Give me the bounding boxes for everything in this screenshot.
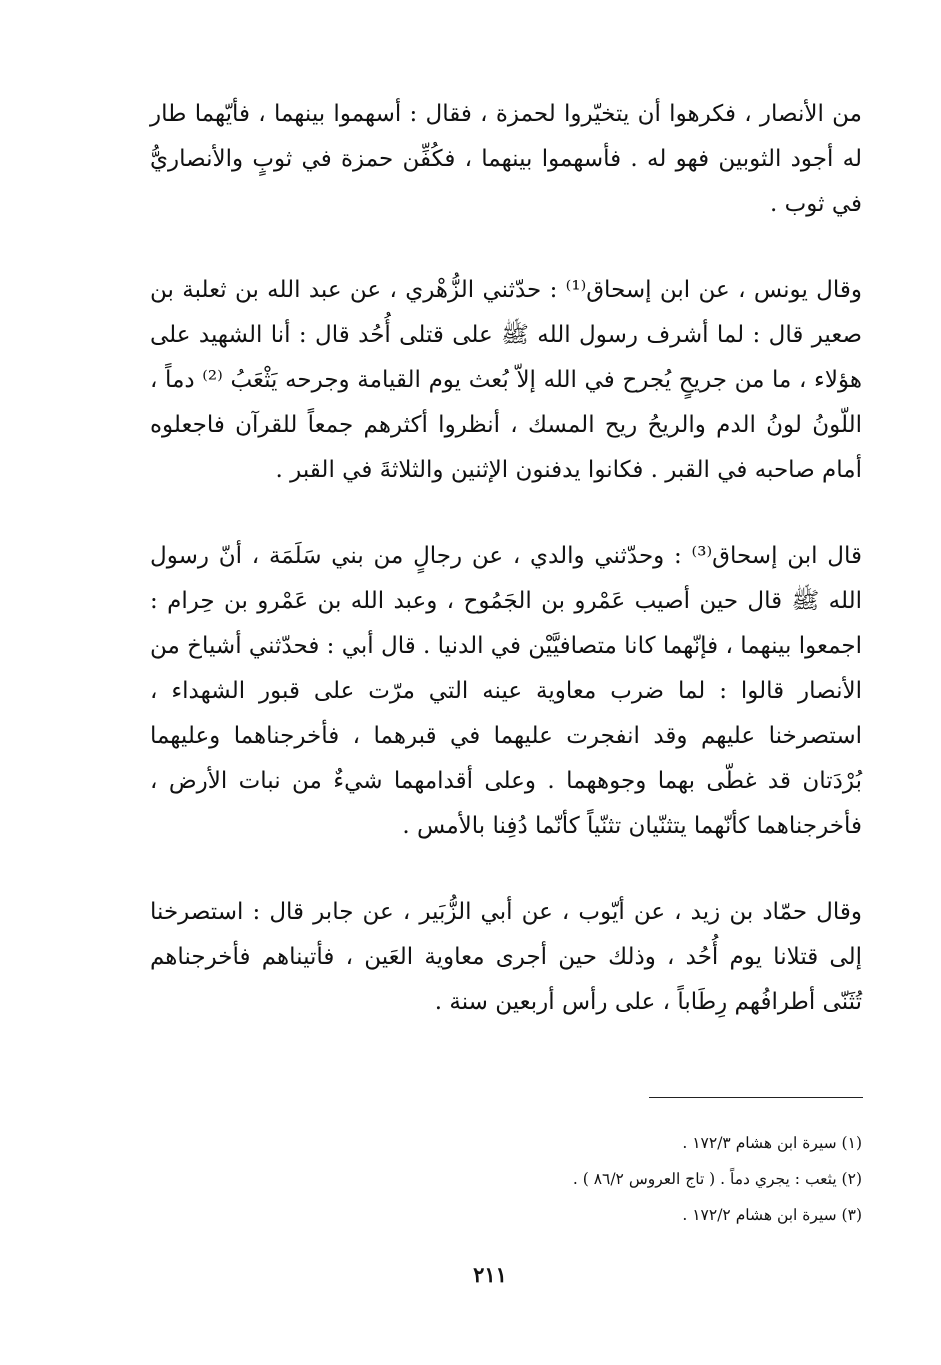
footnotes bbox=[420, 1125, 862, 1233]
paragraph-text: وقال حمّاد بن زيد ، عن أيّوب ، عن أبي الزُّبَير ، عن جابر قال : استصرخنا إلى قتلانا يوم أُحُد ، وذلك حين أجرى معاوية العَين ، فأتيناهم فأخرجناهم تُثَنّى أطرافُهم رِطَاباً ، على رأس أربعين سنة . bbox=[150, 899, 862, 1015]
footnote-2: (٢) يثعب : يجري دماً . ( تاج العروس ٨٦/٢ ) . bbox=[572, 1170, 862, 1188]
paragraph-2 bbox=[150, 268, 862, 493]
footnote-1: (١) سيرة ابن هشام ١٧٢/٣ . bbox=[682, 1134, 862, 1152]
paragraph-4 bbox=[150, 890, 862, 1025]
page-number: ٢١١ bbox=[473, 1262, 507, 1287]
paragraph-3 bbox=[150, 534, 862, 849]
paragraph-text: قال ابن إسحاق⁽³⁾ : وحدّثني والدي ، عن رجالٍ من بني سَلَمَة ، أنّ رسول الله ﷺ قال حين أصيب عَمْرو بن الجَمُوح ، وعبد الله بن عَمْرو بن حِرام : اجمعوا بينهما ، فإنّهما كانا متصافيَّيْن في الدنيا . قال أبي : فحدّثني أشياخ من الأنصار قالوا : لما ضرب معاوية عينه التي مرّت على قبور الشهداء ، استصرخنا عليهم وقد انفجرت عليهما في قبرهما ، فأخرجناهما وعليهما بُرْدَتان قد غطّى بهما وجوههما . وعلى أقدامهما شيءٌ من نبات الأرض ، فأخرجناهما كأنّهما يتثنّيان تثنّياً كأنّما دُفِنا بالأمس . bbox=[150, 543, 862, 839]
paragraph-text: من الأنصار ، فكرهوا أن يتخيّروا لحمزة ، فقال : أسهموا بينهما ، فأيّهما طار له أجود الثوبين فهو له . فأسهموا بينهما ، فكُفِّن حمزة في ثوبٍ والأنصاريُّ في ثوب . bbox=[150, 101, 862, 217]
paragraph-text: وقال يونس ، عن ابن إسحاق⁽¹⁾ : حدّثني الزُّهْري ، عن عبد الله بن ثعلبة بن صعير قال : لما أشرف رسول الله ﷺ على قتلى أُحُد قال : أنا الشهيد على هؤلاء ، ما من جريحٍ يُجرح في الله إلاّ بُعث يوم القيامة وجرحه يَثْعَبُ ⁽²⁾ دماً ، اللّونُ لونُ الدم والريحُ ريح المسك ، أنظروا أكثرهم جمعاً للقرآن فاجعلوه أمام صاحبه في القبر . فكانوا يدفنون الإثنين والثلاثةَ في القبر . bbox=[150, 277, 863, 483]
footnote-divider bbox=[649, 1097, 863, 1098]
main-text bbox=[150, 92, 862, 1066]
paragraph-1 bbox=[150, 92, 862, 227]
footnote-3: (٣) سيرة ابن هشام ١٧٢/٢ . bbox=[682, 1206, 862, 1224]
